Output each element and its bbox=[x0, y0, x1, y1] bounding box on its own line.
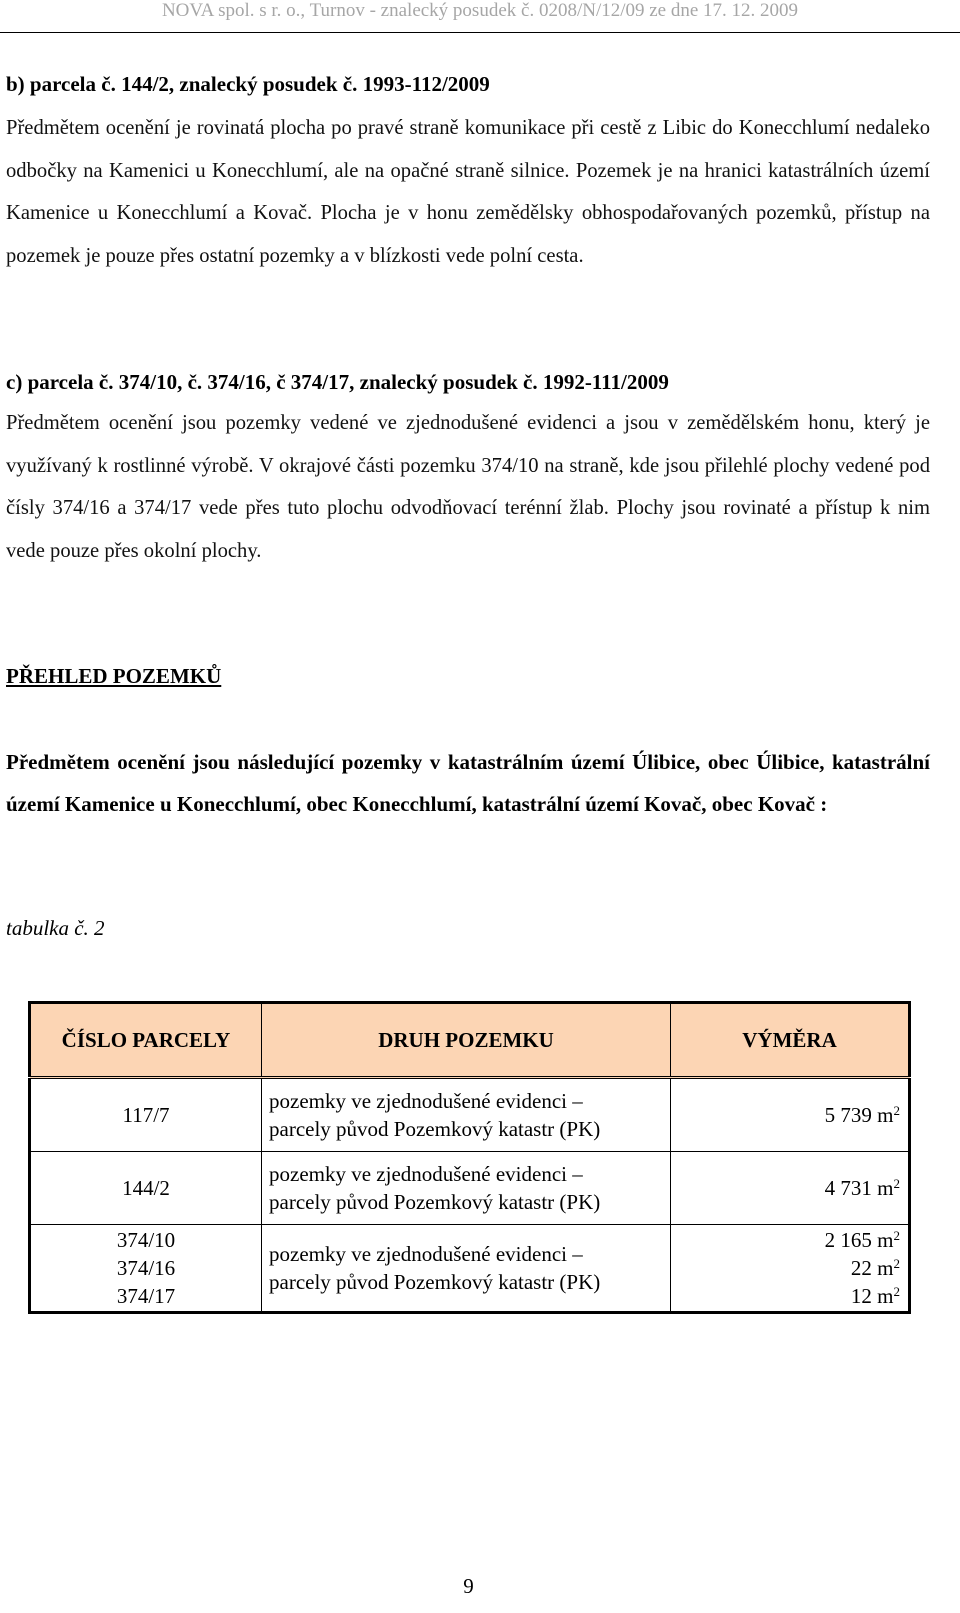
column-header-parcel: ČÍSLO PARCELY bbox=[30, 1003, 262, 1078]
area-value: 22 $m^2$ bbox=[850, 1256, 900, 1280]
running-header: NOVA spol. s r. o., Turnov - znalecký posudek č. 0208/N/12/09 ze dne 17. 12. 2009 bbox=[161, 0, 799, 21]
land-kind-line: parcely původ Pozemkový katastr (PK) bbox=[269, 1270, 601, 1294]
area-cell bbox=[671, 1152, 910, 1225]
parcel-number: 374/10 bbox=[116, 1228, 176, 1252]
section-b-text: Předmětem ocenění je rovinatá plocha po pravé straně komunikace při cestě z Libic do Konecchlumí nedaleko odbočky na Kamenici u Konecchlumí, ale na opačné straně silnice. Pozemek je na hranici katastrálních území Kamenice u Konecchlumí a Kovač. Plocha je v honu zemědělsky obhospodařovaných pozemků, přístup na pozemek je pouze přes ostatní pozemky a v blízkosti vede polní cesta. bbox=[6, 117, 930, 267]
parcel-number-cell bbox=[30, 1078, 262, 1152]
section-b-heading: b) parcela č. 144/2, znalecký posudek č. 1993-112/2009 bbox=[6, 72, 490, 96]
parcel-number: 374/17 bbox=[116, 1284, 176, 1308]
area-value: 5 739 $m^2$ bbox=[824, 1103, 900, 1127]
column-header-kind: DRUH POZEMKU bbox=[262, 1003, 671, 1078]
table-caption: tabulka č. 2 bbox=[6, 916, 105, 940]
page-number: 9 bbox=[463, 1574, 474, 1598]
overview-text: Předmětem ocenění jsou následující pozemky v katastrálním území Úlibice, obec Úlibice, katastrální území Kamenice u Konecchlumí, obec Konecchlumí, katastrální území Kovač, obec Kovač : bbox=[6, 750, 930, 816]
parcel-number: 374/16 bbox=[116, 1256, 176, 1280]
area-cell bbox=[671, 1225, 910, 1313]
land-kind-line: pozemky ve zjednodušené evidenci – bbox=[269, 1242, 583, 1266]
parcel-number: 117/7 bbox=[122, 1103, 170, 1127]
parcel-number: 144/2 bbox=[122, 1176, 170, 1200]
area-cell bbox=[671, 1078, 910, 1152]
section-c-text: Předmětem ocenění jsou pozemky vedené ve zjednodušené evidenci a jsou v zemědělském honu, který je využívaný k rostlinné výrobě. V okrajové části pozemku 374/10 na straně, kde jsou přilehlé plochy vedené pod čísly 374/16 a 374/17 vede přes tuto plochu odvodňovací terénní žlab. Plochy jsou rovinaté a přístup k nim vede pouze přes okolní plochy. bbox=[6, 412, 930, 562]
land-kind-cell bbox=[262, 1078, 671, 1152]
parcels-table bbox=[28, 1001, 911, 1314]
area-value: 12 $m^2$ bbox=[850, 1284, 900, 1308]
section-c-heading: c) parcela č. 374/10, č. 374/16, č 374/17, znalecký posudek č. 1992-111/2009 bbox=[6, 370, 669, 394]
overview-title: PŘEHLED POZEMKŮ bbox=[6, 664, 222, 688]
header-rule bbox=[0, 32, 960, 33]
land-kind-cell bbox=[262, 1152, 671, 1225]
table-row bbox=[30, 1152, 910, 1225]
land-kind-line: pozemky ve zjednodušené evidenci – bbox=[269, 1089, 583, 1113]
land-kind-line: parcely původ Pozemkový katastr (PK) bbox=[269, 1117, 601, 1141]
land-kind-cell bbox=[262, 1225, 671, 1313]
column-header-area: VÝMĚRA bbox=[671, 1003, 910, 1078]
table-row bbox=[30, 1225, 910, 1313]
area-value: 2 165 $m^2$ bbox=[824, 1228, 900, 1252]
area-value: 4 731 $m^2$ bbox=[824, 1176, 900, 1200]
table-row bbox=[30, 1078, 910, 1152]
parcel-number-cell bbox=[30, 1152, 262, 1225]
parcel-number-cell bbox=[30, 1225, 262, 1313]
land-kind-line: parcely původ Pozemkový katastr (PK) bbox=[269, 1190, 601, 1214]
land-kind-line: pozemky ve zjednodušené evidenci – bbox=[269, 1162, 583, 1186]
